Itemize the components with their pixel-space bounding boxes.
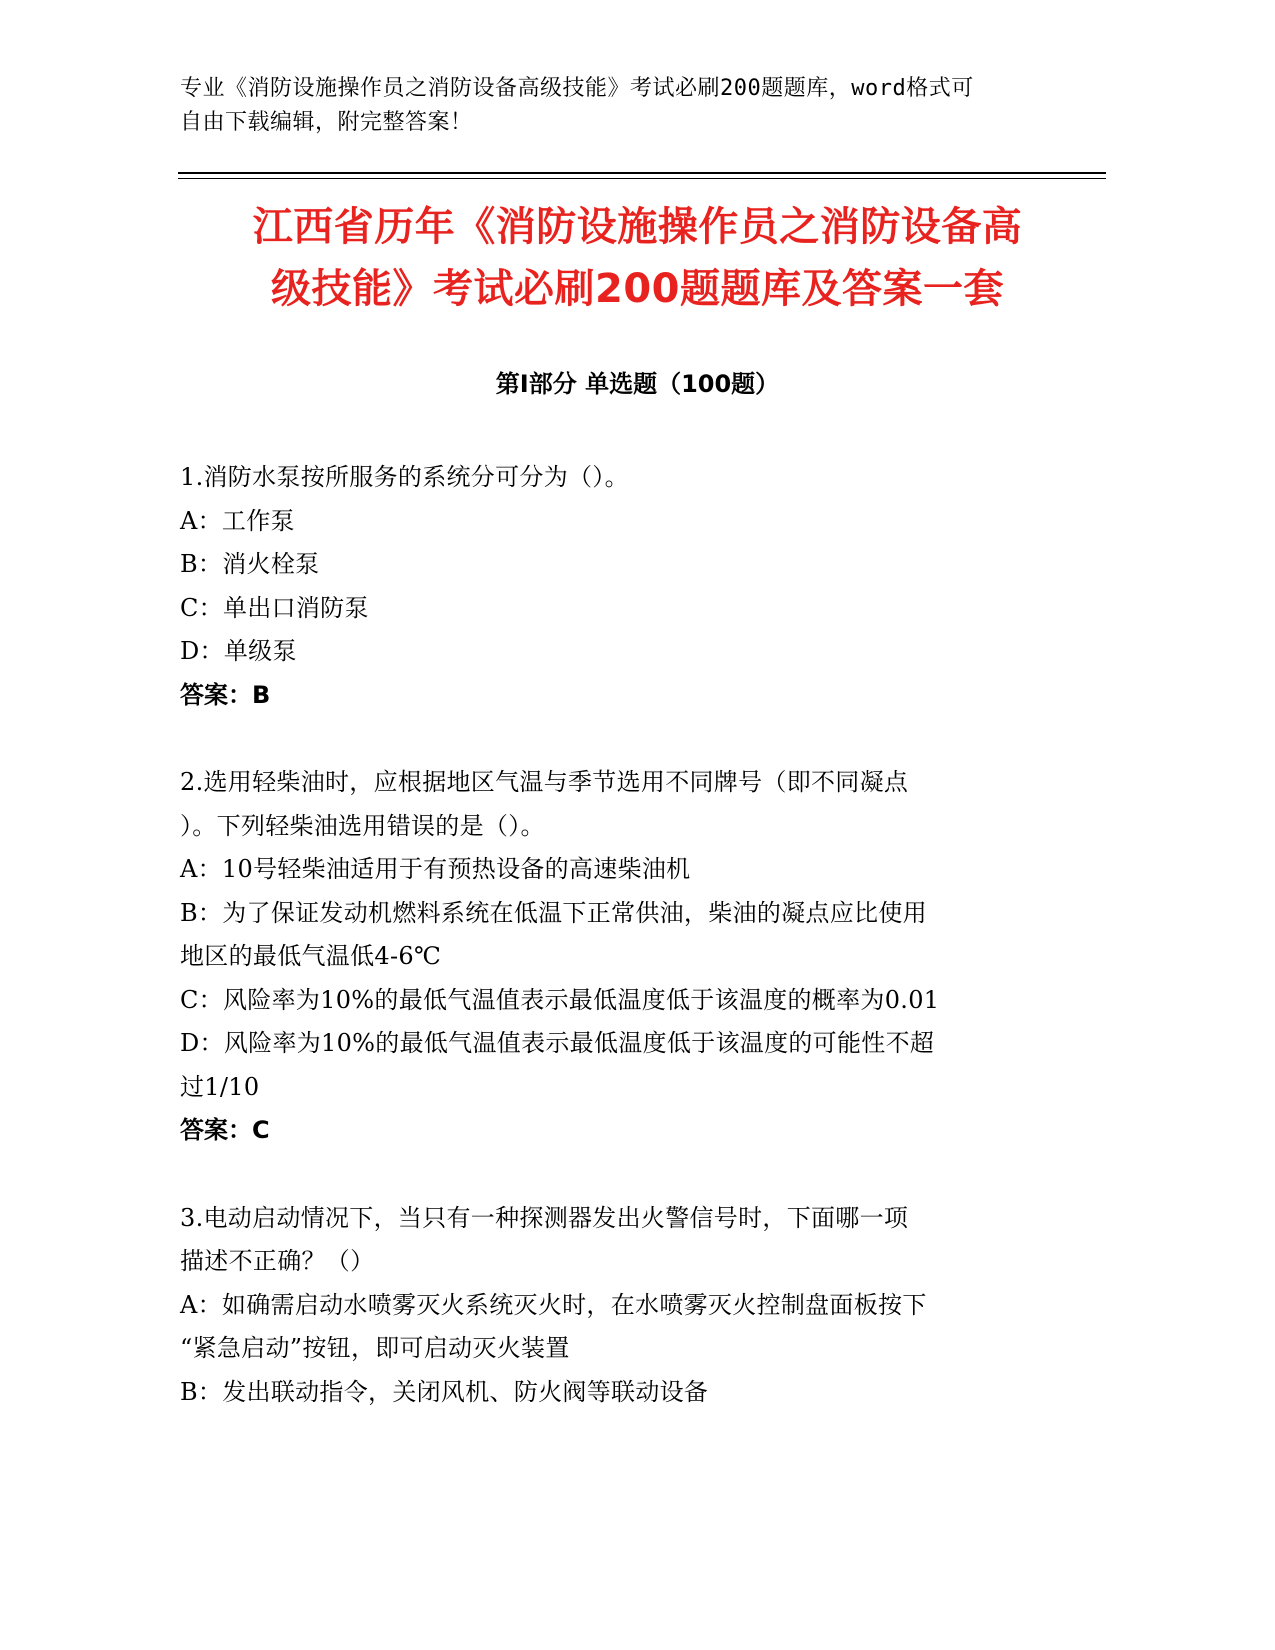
header-note [180, 72, 1110, 140]
question-item [180, 1197, 1110, 1415]
answer-option [180, 587, 1110, 631]
document-title [160, 196, 1115, 320]
header-divider [178, 178, 1106, 179]
option-text: A：工作泵 [180, 506, 295, 535]
question-text: 描述不正确？（） [180, 1247, 375, 1275]
answer-option [180, 500, 1110, 544]
answer-option [180, 1371, 1110, 1415]
option-text: 地区的最低气温低4-6℃ [180, 942, 442, 970]
header-note-line: 专业《消防设施操作员之消防设备高级技能》考试必刷200题题库，word格式可 [180, 76, 974, 101]
option-text: A：10号轻柴油适用于有预热设备的高速柴油机 [180, 855, 691, 883]
option-text: C：单出口消防泵 [180, 593, 369, 622]
option-text: “紧急启动”按钮，即可启动灭火装置 [180, 1334, 570, 1362]
option-text: D：风险率为10%的最低气温值表示最低温度低于该温度的可能性不超 [180, 1029, 935, 1057]
answer-key: 答案：C [180, 1116, 270, 1144]
answer-option [180, 848, 1110, 892]
option-text: A：如确需启动水喷雾灭火系统灭火时，在水喷雾灭火控制盘面板按下 [180, 1290, 927, 1319]
question-text: 2.选用轻柴油时，应根据地区气温与季节选用不同牌号（即不同凝点 [180, 768, 909, 796]
question-text: 1.消防水泵按所服务的系统分可分为（）。 [180, 463, 629, 491]
question-text: ）。下列轻柴油选用错误的是（）。 [180, 811, 545, 840]
header-divider [178, 172, 1106, 174]
option-text: B：消火栓泵 [180, 550, 320, 578]
title-line: 级技能》考试必刷200题题库及答案一套 [271, 266, 1004, 312]
option-text: D：单级泵 [180, 637, 297, 665]
option-text: C：风险率为10%的最低气温值表示最低温度低于该温度的概率为0.01 [180, 985, 940, 1014]
answer-option [180, 630, 1110, 674]
question-list [180, 456, 1110, 1458]
answer-option [180, 1284, 1110, 1371]
question-text: 3.电动启动情况下，当只有一种探测器发出火警信号时，下面哪一项 [180, 1203, 909, 1232]
title-line: 江西省历年《消防设施操作员之消防设备高 [252, 204, 1023, 250]
answer-option [180, 979, 1110, 1023]
option-text: B：发出联动指令，关闭风机、防火阀等联动设备 [180, 1377, 709, 1406]
answer-key: 答案：B [180, 680, 271, 709]
answer-option [180, 1022, 1110, 1109]
answer-option [180, 892, 1110, 979]
answer-option [180, 543, 1110, 587]
option-text: 过1/10 [180, 1072, 260, 1101]
question-item [180, 761, 1110, 1153]
header-note-line: 自由下载编辑，附完整答案！ [180, 110, 473, 135]
option-text: B：为了保证发动机燃料系统在低温下正常供油，柴油的凝点应比使用 [180, 898, 927, 927]
section-heading: 第Ⅰ部分 单选题（100题） [495, 370, 780, 398]
question-item [180, 456, 1110, 717]
